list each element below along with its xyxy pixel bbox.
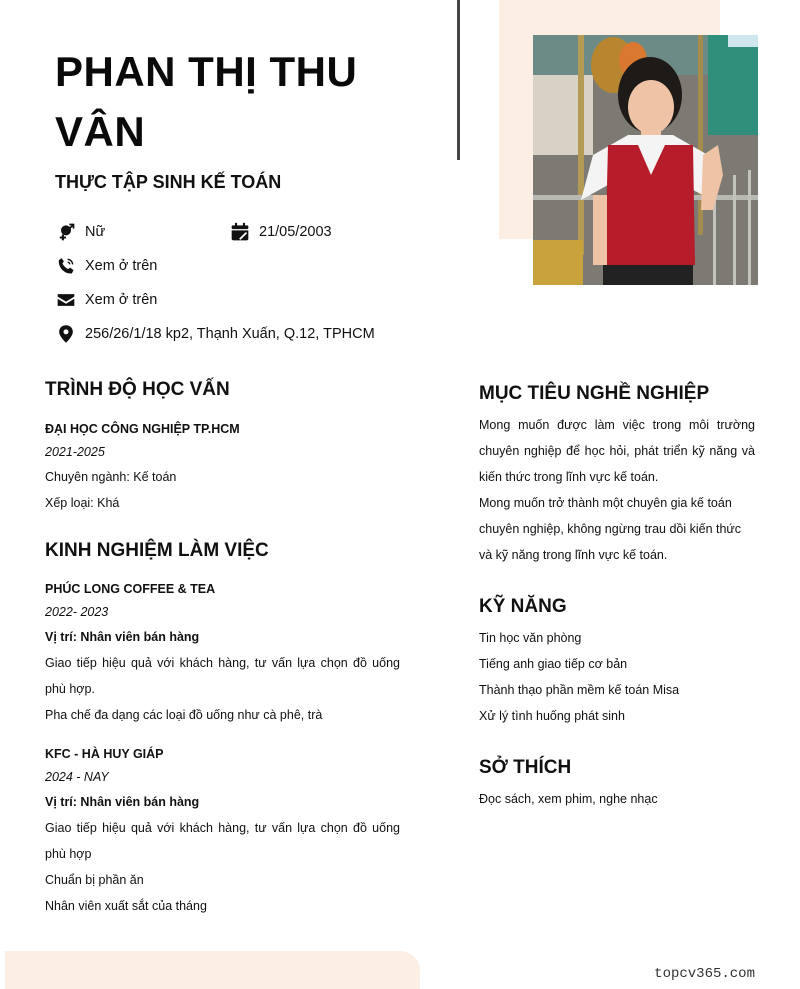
hobbies-value: Đọc sách, xem phim, nghe nhạc	[479, 792, 658, 806]
job-duty: Giao tiếp hiệu quả với khách hàng, tư vấn lựa chọn đồ uống phù hợp.	[45, 656, 400, 696]
skill-item: Tiếng anh giao tiếp cơ bản	[479, 657, 628, 671]
job-title: THỰC TẬP SINH KẾ TOÁN	[55, 172, 282, 192]
objective-paragraph: Mong muốn được làm việc trong môi trường chuyên nghiệp để học hỏi, phát triển kỹ năng và kiến thức trong lĩnh vực kế toán.	[479, 418, 755, 484]
job-period: 2022- 2023	[45, 605, 109, 619]
skills-list	[479, 625, 755, 729]
section-title-objective: MỤC TIÊU NGHỀ NGHIỆP	[479, 383, 710, 404]
job-position: Vị trí: Nhân viên bán hàng	[45, 795, 200, 809]
school-name: ĐẠI HỌC CÔNG NGHIỆP TP.HCM	[45, 422, 240, 436]
gender-value: Nữ	[85, 224, 106, 240]
company-name: PHÚC LONG COFFEE & TEA	[45, 582, 216, 596]
phone-icon	[55, 255, 77, 277]
calendar-icon	[229, 221, 251, 243]
header-divider-line	[457, 0, 460, 160]
email-icon	[55, 289, 77, 311]
contact-gender	[55, 221, 105, 243]
education-grade: Xếp loại: Khá	[45, 496, 120, 510]
objective-text	[479, 412, 755, 568]
contact-address	[55, 323, 375, 345]
job-position: Vị trí: Nhân viên bán hàng	[45, 630, 200, 644]
skill-item: Xử lý tình huống phát sinh	[479, 709, 625, 723]
email-value: Xem ở trên	[85, 292, 158, 308]
candidate-name: PHAN THỊ THU VÂN	[55, 48, 358, 155]
job-duty: Giao tiếp hiệu quả với khách hàng, tư vấn lựa chọn đồ uống phù hợp	[45, 821, 400, 861]
location-pin-icon	[55, 323, 77, 345]
section-title-education: TRÌNH ĐỘ HỌC VẤN	[45, 379, 230, 400]
contact-email	[55, 289, 157, 311]
experience-entry	[45, 743, 400, 919]
company-name: KFC - HÀ HUY GIÁP	[45, 747, 164, 761]
skill-item: Tin học văn phòng	[479, 631, 582, 645]
education-major: Chuyên ngành: Kế toán	[45, 470, 177, 484]
profile-photo	[533, 35, 758, 285]
contact-birthday	[229, 221, 332, 243]
experience-entry	[45, 578, 400, 728]
job-duty: Nhân viên xuất sắt của tháng	[45, 899, 207, 913]
education-period: 2021-2025	[45, 445, 105, 459]
decorative-peach-block-bottom	[5, 951, 420, 989]
skill-item: Thành thạo phần mềm kế toán Misa	[479, 683, 680, 697]
section-title-skills: KỸ NĂNG	[479, 596, 567, 617]
contact-phone	[55, 255, 157, 277]
birthday-value: 21/05/2003	[259, 224, 332, 240]
watermark: topcv365.com	[654, 966, 755, 982]
hobbies-text	[479, 786, 755, 812]
objective-paragraph: Mong muốn trở thành một chuyên gia kế toán chuyên nghiệp, không ngừng trau dồi kiến thức và kỹ năng trong lĩnh vực kế toán.	[479, 496, 742, 562]
gender-icon	[55, 221, 77, 243]
job-duty: Pha chế đa dạng các loại đồ uống như cà phê, trà	[45, 708, 323, 722]
section-title-experience: KINH NGHIỆM LÀM VIỆC	[45, 540, 269, 561]
job-period: 2024 - NAY	[45, 770, 109, 784]
section-title-hobbies: SỞ THÍCH	[479, 757, 572, 778]
job-duty: Chuẩn bị phần ăn	[45, 873, 144, 887]
phone-value: Xem ở trên	[85, 258, 158, 274]
address-value: 256/26/1/18 kp2, Thạnh Xuấn, Q.12, TPHCM	[85, 326, 375, 342]
education-entry	[45, 418, 405, 516]
